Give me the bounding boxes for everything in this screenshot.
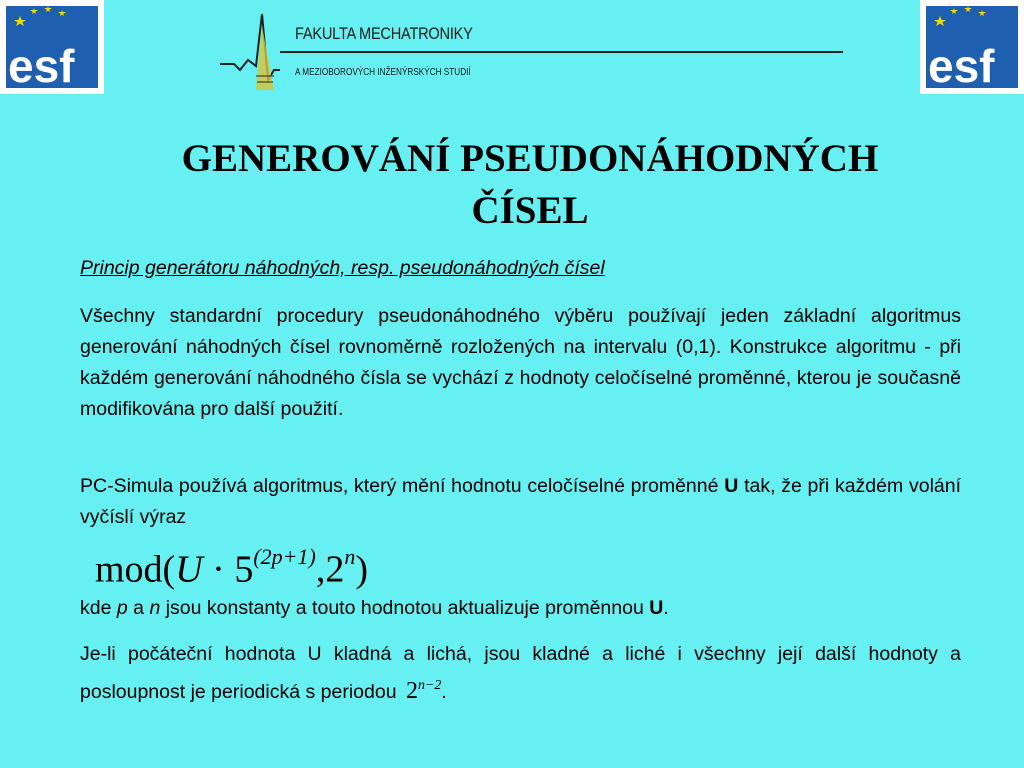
subheading: Princip generátoru náhodných, resp. pseudonáhodných čísel — [80, 257, 605, 279]
slide-title — [80, 133, 980, 237]
faculty-logo — [218, 10, 848, 94]
paragraph-4 — [80, 639, 961, 708]
period-formula — [406, 678, 441, 704]
formula — [95, 536, 368, 595]
paragraph-4-end: . — [441, 681, 447, 703]
faculty-subtitle: A MEZIOBOROVÝCH INŽENÝRSKÝCH STUDIÍ — [295, 66, 471, 78]
paragraph-3-mid: jsou konstanty a touto hodnotou aktualizuje proměnnou — [165, 597, 644, 619]
variable-n: n — [149, 597, 161, 619]
slide-title-line2: ČÍSEL — [471, 189, 589, 232]
formula-close: ) — [355, 548, 368, 591]
esf-logo-icon — [920, 0, 1024, 94]
esf-logo-left — [0, 0, 104, 94]
paragraph-2-end: tak, že při každém volání vyčíslí výraz — [80, 475, 962, 528]
period-exponent: n−2 — [417, 678, 442, 693]
paragraph-3-pre: kde — [80, 597, 112, 619]
formula-exponent: (2p+1) — [253, 544, 316, 569]
paragraph-3 — [80, 593, 961, 624]
formula-dot: · — [202, 548, 235, 591]
slide-title-line1: GENEROVÁNÍ PSEUDONÁHODNÝCH — [181, 137, 879, 180]
faculty-logo-icon — [218, 10, 848, 94]
svg-text:esf: esf — [928, 40, 995, 92]
formula-var: U — [175, 548, 203, 591]
paragraph-3-end: . — [663, 597, 669, 619]
period-base: 2 — [405, 678, 418, 704]
esf-logo-icon — [0, 0, 104, 94]
variable-u: U — [649, 597, 664, 619]
svg-text:esf: esf — [8, 40, 75, 92]
variable-p: p — [116, 597, 128, 619]
formula-modulus: ,2 — [315, 548, 345, 591]
formula-base: 5 — [234, 548, 254, 591]
formula-mod: mod( — [95, 548, 176, 591]
paragraph-4-text: Je-li počáteční hodnota U kladná a lichá, jsou kladné a liché i všechny její další hodnoty a posloupnost je periodická s periodou — [80, 643, 961, 703]
paragraph-2 — [80, 471, 961, 533]
faculty-title: FAKULTA MECHATRONIKY — [295, 24, 473, 43]
paragraph-3-and: a — [133, 597, 145, 619]
esf-logo-right — [920, 0, 1024, 94]
paragraph-2-text: PC-Simula používá algoritmus, který mění hodnotu celočíselné proměnné — [80, 475, 719, 497]
variable-u: U — [724, 475, 739, 497]
formula-modulus-exponent: n — [344, 544, 356, 569]
paragraph-1: Všechny standardní procedury pseudonáhodného výběru používají jeden základní algoritmus generování náhodných čísel rovnoměrně rozložených na intervalu (0,1). Konstrukce algoritmu - při každém generování náhodného čísla se vychází z hodnoty celočíselné proměnné, kterou je současně modifikována pro další použití. — [80, 305, 961, 420]
